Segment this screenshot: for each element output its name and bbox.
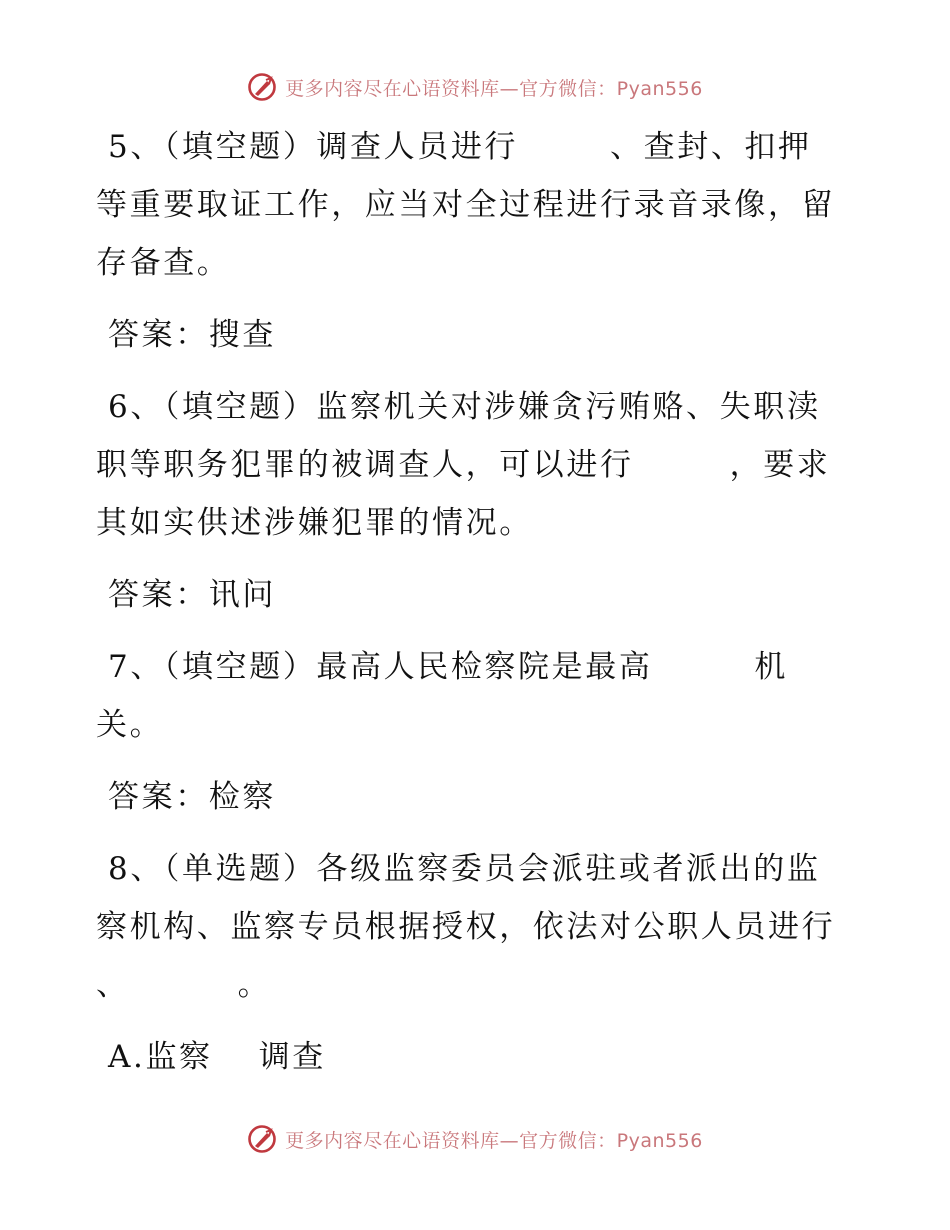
q5-answer: 答案：搜查 (108, 317, 276, 353)
q6-answer: 答案：讯问 (108, 577, 276, 613)
q5-line-2: 等重要取证工作，应当对全过程进行录音录像，留 (96, 187, 836, 223)
q6-line-3: 其如实供述涉嫌犯罪的情况。 (96, 505, 533, 541)
q5-line-1: 5、（填空题）调查人员进行 、查封、扣押 (96, 118, 856, 176)
fill-blank (130, 964, 238, 995)
quill-logo-icon (247, 72, 277, 102)
fill-blank (518, 126, 610, 157)
q5-line-3: 存备查。 (96, 245, 231, 281)
document-body (96, 118, 856, 1086)
banner-text: 更多内容尽在心语资料库—官方微信：Pyan556 (285, 77, 703, 100)
banner-wechat-id: Pyan556 (616, 1129, 703, 1152)
q7-line-1: 7、（填空题）最高人民检察院是最高 机 (96, 638, 856, 696)
q6-line-1: 6、（填空题）监察机关对涉嫌贪污贿赂、失职渎 (108, 389, 821, 425)
q7-answer: 答案：检察 (108, 779, 276, 815)
q8-option-a: A.监察 调查 (108, 1039, 326, 1075)
q8-line-3: 、 。 (96, 956, 856, 1014)
banner-wechat-id: Pyan556 (616, 77, 703, 100)
q8-line-1: 8、（单选题）各级监察委员会派驻或者派出的监 (108, 851, 821, 887)
q7-line-2: 关。 (96, 707, 164, 743)
fill-blank (634, 444, 730, 475)
fill-blank (652, 646, 754, 677)
banner-text: 更多内容尽在心语资料库—官方微信：Pyan556 (285, 1129, 703, 1152)
q8-line-2: 察机构、监察专员根据授权，依法对公职人员进行 (96, 909, 836, 945)
quill-logo-icon (247, 1124, 277, 1154)
q6-line-2: 职等职务犯罪的被调查人，可以进行 ，要求 (96, 436, 856, 494)
footer-banner (0, 1124, 950, 1154)
header-banner (0, 72, 950, 102)
